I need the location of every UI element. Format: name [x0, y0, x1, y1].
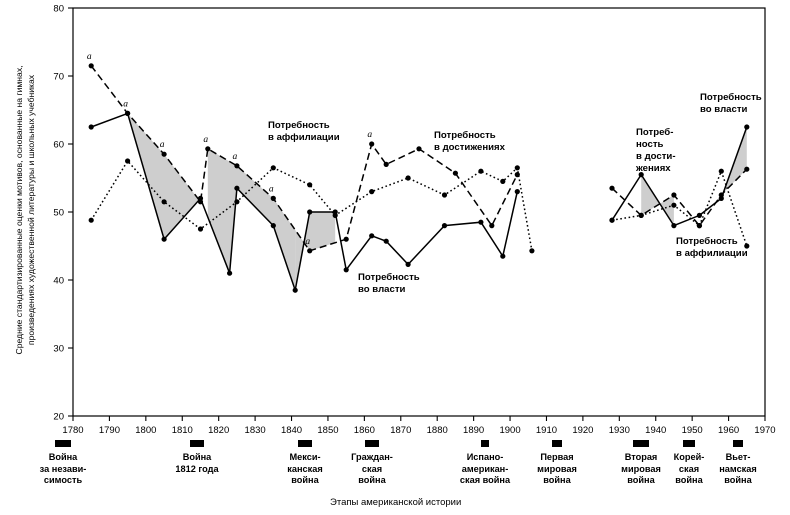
- event-label-line: Вьет-: [725, 452, 751, 462]
- annotation-affiliation-label-left: [268, 120, 340, 144]
- annotation-power-label-right: [700, 92, 762, 116]
- event-marker-bar: [55, 440, 71, 447]
- event-first-world-war: [512, 440, 602, 487]
- svg-text:70: 70: [53, 71, 64, 83]
- annotation-line: во власти: [358, 284, 406, 295]
- event-label-line: Корей-: [673, 452, 705, 462]
- annotation-line: Потребность: [676, 236, 738, 247]
- svg-text:a: a: [268, 184, 274, 195]
- svg-text:1930: 1930: [608, 425, 630, 436]
- data-series: [91, 66, 747, 290]
- annotation-achievement-label-middle: [434, 130, 505, 154]
- event-marker-bar: [365, 440, 379, 447]
- svg-text:1960: 1960: [718, 425, 740, 436]
- annotation-achievement-label-right: [636, 127, 676, 175]
- event-marker-bar: [190, 440, 204, 447]
- event-label-line: война: [675, 475, 703, 485]
- event-marker-bar: [733, 440, 743, 447]
- annotation-line: жениях: [636, 163, 671, 174]
- annotation-line: Потребность: [434, 130, 496, 141]
- event-label-line: американ-: [461, 463, 509, 474]
- event-label-line: Первая: [540, 452, 574, 462]
- svg-text:a: a: [232, 151, 238, 162]
- event-label-line: за незави-: [39, 463, 87, 474]
- svg-text:1830: 1830: [244, 425, 266, 436]
- annotation-line: ность: [636, 139, 664, 150]
- svg-text:1940: 1940: [645, 425, 667, 436]
- event-label-line: война: [358, 475, 386, 485]
- event-label-line: война: [724, 475, 752, 485]
- svg-text:a: a: [203, 134, 209, 145]
- svg-text:1950: 1950: [681, 425, 703, 436]
- x-axis-title: Этапы американской истории: [330, 497, 462, 508]
- annotation-line: в достижениях: [434, 142, 505, 153]
- svg-text:30: 30: [53, 343, 64, 355]
- event-label-line: война: [627, 475, 655, 485]
- annotation-line: во власти: [700, 104, 748, 115]
- annotation-line: в аффилиации: [676, 248, 748, 259]
- annotation-line: в дости-: [636, 151, 676, 162]
- event-label-line: война: [291, 475, 319, 485]
- svg-text:1870: 1870: [390, 425, 412, 436]
- event-label-line: мировая: [537, 463, 577, 474]
- event-label-line: канская: [287, 463, 323, 474]
- svg-text:1840: 1840: [280, 425, 303, 436]
- svg-text:a: a: [159, 140, 165, 151]
- svg-text:a: a: [367, 130, 373, 140]
- event-label-line: Вторая: [624, 452, 658, 462]
- svg-text:1920: 1920: [572, 425, 594, 436]
- svg-text:1880: 1880: [426, 425, 448, 436]
- svg-text:40: 40: [53, 275, 64, 287]
- annotation-line: Потребность: [700, 92, 762, 103]
- annotation-line: Потреб-: [636, 127, 674, 138]
- svg-text:60: 60: [53, 139, 64, 151]
- event-label-line: Испано-: [466, 452, 504, 462]
- event-marker-bar: [481, 440, 489, 447]
- svg-text:1910: 1910: [535, 425, 558, 436]
- svg-text:1810: 1810: [171, 425, 193, 436]
- svg-text:1790: 1790: [98, 425, 120, 436]
- event-label-line: Война: [182, 452, 212, 462]
- event-label-line: Граждан-: [351, 452, 393, 462]
- svg-text:1850: 1850: [317, 425, 339, 436]
- event-label-line: Мекси-: [289, 452, 321, 462]
- event-label-line: ская война: [459, 475, 511, 485]
- svg-text:1800: 1800: [135, 425, 157, 436]
- annotation-power-label-middle: [358, 272, 420, 296]
- svg-text:1900: 1900: [499, 425, 521, 436]
- svg-text:1970: 1970: [754, 425, 776, 436]
- annotation-line: в аффилиации: [268, 132, 340, 143]
- svg-text:1860: 1860: [353, 425, 375, 436]
- event-label-line: симость: [43, 475, 83, 485]
- annotation-line: Потребность: [358, 272, 420, 283]
- event-war-of-1812: [152, 440, 242, 475]
- y-axis-title-line2: произведениях художественной литературы и школьных учебниках: [26, 74, 36, 346]
- svg-text:a: a: [86, 51, 92, 62]
- event-label-line: ская: [361, 463, 383, 474]
- svg-text:80: 80: [53, 3, 64, 15]
- svg-text:a: a: [123, 99, 128, 110]
- event-label-line: намская: [719, 463, 757, 474]
- svg-text:50: 50: [53, 207, 64, 219]
- svg-text:1820: 1820: [208, 425, 230, 436]
- svg-text:20: 20: [53, 411, 64, 423]
- svg-text:1780: 1780: [62, 425, 84, 436]
- svg-text:a: a: [305, 236, 311, 247]
- event-label-line: ская: [678, 463, 700, 474]
- data-markers: [89, 63, 750, 293]
- event-label-line: война: [543, 475, 571, 485]
- annotation-line: Потребность: [268, 120, 330, 131]
- event-label-line: 1812 года: [175, 463, 219, 474]
- event-marker-bar: [298, 440, 312, 447]
- event-marker-bar: [552, 440, 562, 447]
- svg-text:1890: 1890: [463, 425, 485, 436]
- annotation-affiliation-label-right: [676, 236, 748, 260]
- y-axis-title-line1: Средние стандартизированные оценки мотивов, основанные на гимнах,: [14, 65, 24, 355]
- event-label-line: Война: [48, 452, 78, 462]
- event-label-line: мировая: [621, 463, 661, 474]
- event-war-of-independence: [18, 440, 108, 487]
- event-vietnam-war: [693, 440, 783, 487]
- event-civil-war: [327, 440, 417, 487]
